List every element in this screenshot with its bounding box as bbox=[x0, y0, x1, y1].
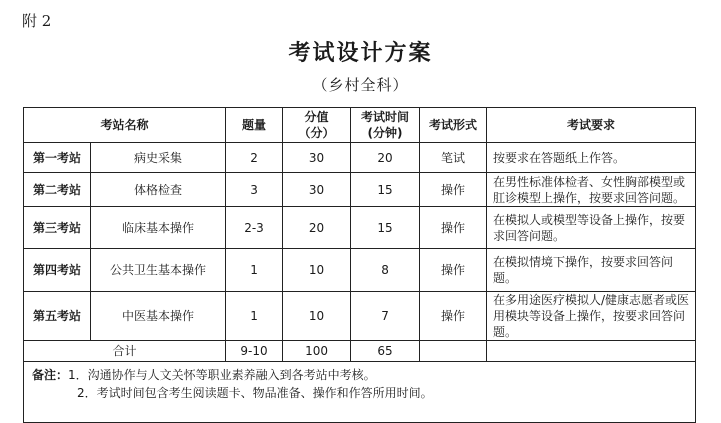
header-time: 考试时间 (分钟) bbox=[351, 108, 420, 143]
station-cell: 第二考站 bbox=[24, 173, 91, 207]
score-cell: 10 bbox=[283, 292, 351, 341]
form-cell: 操作 bbox=[420, 207, 487, 249]
header-count: 题量 bbox=[226, 108, 283, 143]
time-cell: 15 bbox=[351, 173, 420, 207]
score-cell: 30 bbox=[283, 143, 351, 173]
form-cell: 操作 bbox=[420, 292, 487, 341]
count-cell: 2 bbox=[226, 143, 283, 173]
requirement-cell: 按要求在答题纸上作答。 bbox=[487, 143, 696, 173]
time-cell: 20 bbox=[351, 143, 420, 173]
form-cell: 笔试 bbox=[420, 143, 487, 173]
table-row bbox=[24, 143, 696, 173]
total-empty-requirement bbox=[487, 341, 696, 362]
page-title: 考试设计方案 bbox=[288, 40, 433, 66]
table-row bbox=[24, 173, 696, 207]
total-time: 65 bbox=[351, 341, 420, 362]
count-cell: 1 bbox=[226, 292, 283, 341]
table-row bbox=[24, 207, 696, 249]
time-cell: 15 bbox=[351, 207, 420, 249]
station-cell: 第四考站 bbox=[24, 249, 91, 292]
station-name-cell: 中医基本操作 bbox=[91, 292, 226, 341]
station-cell: 第三考站 bbox=[24, 207, 91, 249]
exam-plan-table bbox=[23, 107, 696, 423]
header-score: 分值 （分） bbox=[283, 108, 351, 143]
form-cell: 操作 bbox=[420, 249, 487, 292]
note-line-2: 2．考试时间包含考生阅读题卡、物品准备、操作和作答所用时间。 bbox=[77, 386, 433, 400]
header-requirement: 考试要求 bbox=[487, 108, 696, 143]
station-name-cell: 病史采集 bbox=[91, 143, 226, 173]
page-subtitle: （乡村全科） bbox=[312, 76, 409, 94]
station-cell: 第一考站 bbox=[24, 143, 91, 173]
score-cell: 30 bbox=[283, 173, 351, 207]
requirement-cell: 在男性标准体检者、女性胸部模型或肛诊模型上操作，按要求回答问题。 bbox=[487, 173, 696, 207]
count-cell: 2-3 bbox=[226, 207, 283, 249]
count-cell: 3 bbox=[226, 173, 283, 207]
station-name-cell: 体格检查 bbox=[91, 173, 226, 207]
notes-row bbox=[24, 362, 696, 423]
table-row bbox=[24, 249, 696, 292]
total-row bbox=[24, 341, 696, 362]
station-name-cell: 公共卫生基本操作 bbox=[91, 249, 226, 292]
score-cell: 10 bbox=[283, 249, 351, 292]
station-name-cell: 临床基本操作 bbox=[91, 207, 226, 249]
table-row bbox=[24, 292, 696, 341]
count-cell: 1 bbox=[226, 249, 283, 292]
header-station-name: 考站名称 bbox=[24, 108, 226, 143]
annex-label: 附 2 bbox=[22, 12, 52, 30]
station-cell: 第五考站 bbox=[24, 292, 91, 341]
total-count: 9-10 bbox=[226, 341, 283, 362]
notes-label: 备注： bbox=[32, 368, 69, 382]
score-cell: 20 bbox=[283, 207, 351, 249]
total-label: 合计 bbox=[24, 341, 226, 362]
header-form: 考试形式 bbox=[420, 108, 487, 143]
time-cell: 7 bbox=[351, 292, 420, 341]
note-line-1: 1．沟通协作与人文关怀等职业素养融入到各考站中考核。 bbox=[68, 368, 376, 382]
total-empty-form bbox=[420, 341, 487, 362]
requirement-cell: 在模拟人或模型等设备上操作，按要求回答问题。 bbox=[487, 207, 696, 249]
form-cell: 操作 bbox=[420, 173, 487, 207]
notes-cell bbox=[24, 362, 696, 423]
total-score: 100 bbox=[283, 341, 351, 362]
requirement-cell: 在模拟情境下操作，按要求回答问题。 bbox=[487, 249, 696, 292]
table-header-row bbox=[24, 108, 696, 143]
time-cell: 8 bbox=[351, 249, 420, 292]
requirement-cell: 在多用途医疗模拟人/健康志愿者或医用模块等设备上操作，按要求回答问题。 bbox=[487, 292, 696, 341]
